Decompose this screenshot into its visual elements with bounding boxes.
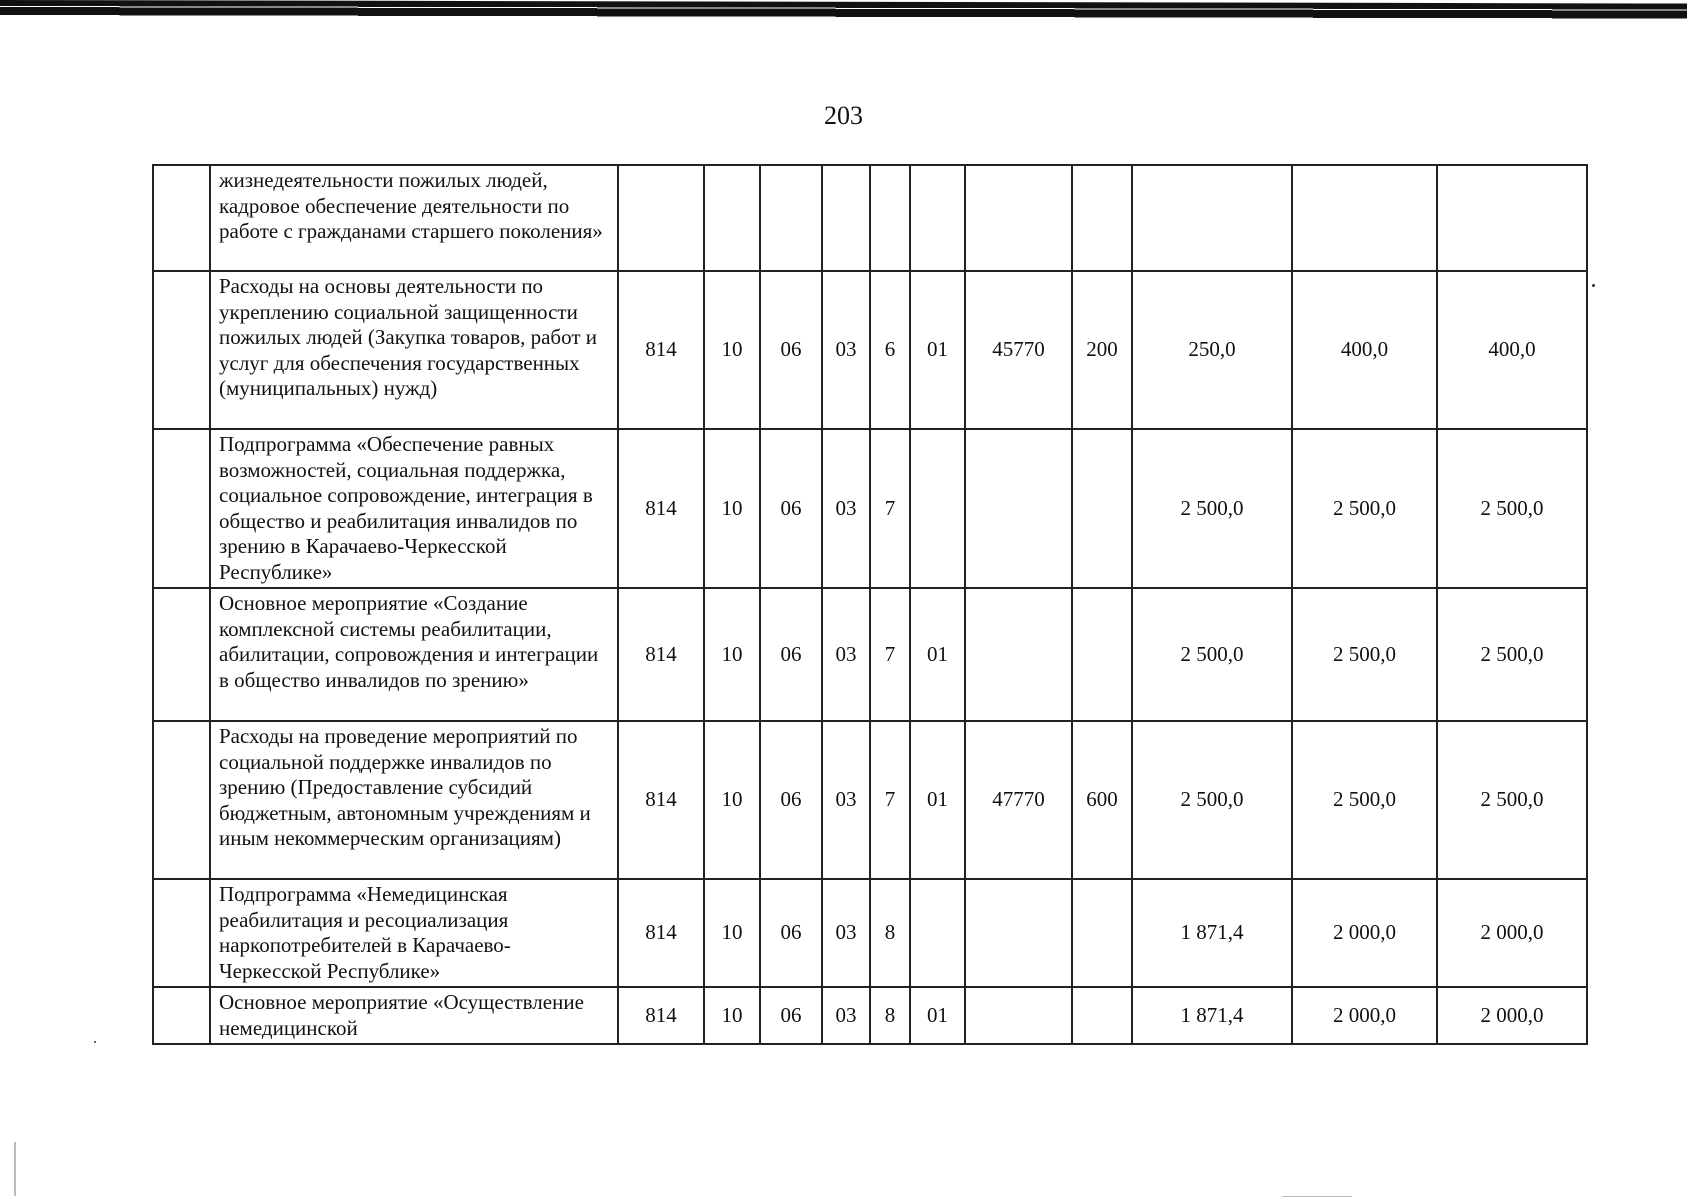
program-cell: 03: [822, 271, 870, 429]
expense-type-cell: [1072, 165, 1132, 271]
program-cell: [822, 165, 870, 271]
table-row: [153, 879, 1587, 987]
subprogram-cell: 7: [870, 588, 910, 721]
expense-type-cell: 600: [1072, 721, 1132, 879]
main-event-cell: [910, 429, 965, 588]
subsection-cell: 06: [760, 987, 822, 1044]
direction-cell: 45770: [965, 271, 1072, 429]
section-cell: 10: [704, 588, 760, 721]
amount-year2-cell: 2 500,0: [1292, 721, 1437, 879]
row-index-cell: [153, 879, 210, 987]
expense-type-cell: 200: [1072, 271, 1132, 429]
section-cell: [704, 165, 760, 271]
admin-code-cell: 814: [618, 987, 704, 1044]
description-cell: Основное мероприятие «Осуществление немедицинской: [210, 987, 618, 1044]
amount-year1-cell: 2 500,0: [1132, 588, 1292, 721]
table-row: [153, 271, 1587, 429]
amount-year1-cell: 2 500,0: [1132, 721, 1292, 879]
main-event-cell: [910, 879, 965, 987]
amount-year3-cell: [1437, 165, 1587, 271]
amount-year3-cell: 2 000,0: [1437, 987, 1587, 1044]
page-number: 203: [824, 101, 863, 130]
amount-year2-cell: [1292, 165, 1437, 271]
amount-year3-cell: 2 000,0: [1437, 879, 1587, 987]
section-cell: 10: [704, 721, 760, 879]
main-event-cell: 01: [910, 271, 965, 429]
direction-cell: [965, 429, 1072, 588]
row-index-cell: [153, 271, 210, 429]
amount-year1-cell: 2 500,0: [1132, 429, 1292, 588]
row-index-cell: [153, 721, 210, 879]
description-cell: Подпрограмма «Немедицинская реабилитация и ресоциализация наркопотребителей в Карачаево-Черкесской Республике»: [210, 879, 618, 987]
program-cell: 03: [822, 721, 870, 879]
table-row: [153, 165, 1587, 271]
admin-code-cell: 814: [618, 721, 704, 879]
amount-year3-cell: 400,0: [1437, 271, 1587, 429]
row-index-cell: [153, 429, 210, 588]
amount-year3-cell: 2 500,0: [1437, 429, 1587, 588]
table-row: [153, 987, 1587, 1044]
subsection-cell: 06: [760, 721, 822, 879]
program-cell: 03: [822, 588, 870, 721]
subsection-cell: 06: [760, 588, 822, 721]
section-cell: 10: [704, 987, 760, 1044]
scan-margin-mark: [14, 1142, 16, 1196]
row-index-cell: [153, 165, 210, 271]
direction-cell: [965, 987, 1072, 1044]
row-index-cell: [153, 987, 210, 1044]
subprogram-cell: 8: [870, 879, 910, 987]
expense-type-cell: [1072, 588, 1132, 721]
admin-code-cell: [618, 165, 704, 271]
expense-type-cell: [1072, 987, 1132, 1044]
program-cell: 03: [822, 879, 870, 987]
direction-cell: [965, 588, 1072, 721]
description-cell: Расходы на проведение мероприятий по социальной поддержке инвалидов по зрению (Предоставление субсидий бюджетным, автономным учреждениям и иным некоммерческим организациям): [210, 721, 618, 879]
main-event-cell: 01: [910, 987, 965, 1044]
subprogram-cell: 6: [870, 271, 910, 429]
direction-cell: 47770: [965, 721, 1072, 879]
table-row: [153, 721, 1587, 879]
section-cell: 10: [704, 429, 760, 588]
budget-table: [152, 164, 1588, 1045]
subsection-cell: [760, 165, 822, 271]
amount-year1-cell: 250,0: [1132, 271, 1292, 429]
subsection-cell: 06: [760, 271, 822, 429]
scan-speck: [94, 1041, 96, 1043]
description-cell: Основное мероприятие «Создание комплексной системы реабилитации, абилитации, сопровождения и интеграции в общество инвалидов по зрению»: [210, 588, 618, 721]
top-border-rule: [0, 0, 1687, 20]
direction-cell: [965, 879, 1072, 987]
subsection-cell: 06: [760, 429, 822, 588]
main-event-cell: 01: [910, 588, 965, 721]
subprogram-cell: 7: [870, 429, 910, 588]
expense-type-cell: [1072, 429, 1132, 588]
section-cell: 10: [704, 271, 760, 429]
amount-year2-cell: 2 000,0: [1292, 987, 1437, 1044]
subprogram-cell: 7: [870, 721, 910, 879]
main-event-cell: 01: [910, 721, 965, 879]
subprogram-cell: [870, 165, 910, 271]
subprogram-cell: 8: [870, 987, 910, 1044]
amount-year1-cell: [1132, 165, 1292, 271]
direction-cell: [965, 165, 1072, 271]
amount-year3-cell: 2 500,0: [1437, 588, 1587, 721]
subsection-cell: 06: [760, 879, 822, 987]
admin-code-cell: 814: [618, 429, 704, 588]
table-row: [153, 429, 1587, 588]
description-cell: жизнедеятельности пожилых людей, кадровое обеспечение деятельности по работе с гражданами старшего поколения»: [210, 165, 618, 271]
row-index-cell: [153, 588, 210, 721]
program-cell: 03: [822, 987, 870, 1044]
program-cell: 03: [822, 429, 870, 588]
amount-year2-cell: 2 500,0: [1292, 588, 1437, 721]
amount-year1-cell: 1 871,4: [1132, 987, 1292, 1044]
description-cell: Расходы на основы деятельности по укреплению социальной защищенности пожилых людей (Закупка товаров, работ и услуг для обеспечения государственных (муниципальных) нужд): [210, 271, 618, 429]
amount-year2-cell: 2 500,0: [1292, 429, 1437, 588]
admin-code-cell: 814: [618, 271, 704, 429]
amount-year1-cell: 1 871,4: [1132, 879, 1292, 987]
description-cell: Подпрограмма «Обеспечение равных возможностей, социальная поддержка, социальное сопровождение, интеграция в общество и реабилитация инвалидов по зрению в Карачаево-Черкесской Республике»: [210, 429, 618, 588]
main-event-cell: [910, 165, 965, 271]
amount-year2-cell: 400,0: [1292, 271, 1437, 429]
admin-code-cell: 814: [618, 588, 704, 721]
section-cell: 10: [704, 879, 760, 987]
amount-year3-cell: 2 500,0: [1437, 721, 1587, 879]
scan-margin-mark: [1282, 1196, 1352, 1197]
admin-code-cell: 814: [618, 879, 704, 987]
table-row: [153, 588, 1587, 721]
scan-speck: [1592, 284, 1595, 287]
amount-year2-cell: 2 000,0: [1292, 879, 1437, 987]
expense-type-cell: [1072, 879, 1132, 987]
